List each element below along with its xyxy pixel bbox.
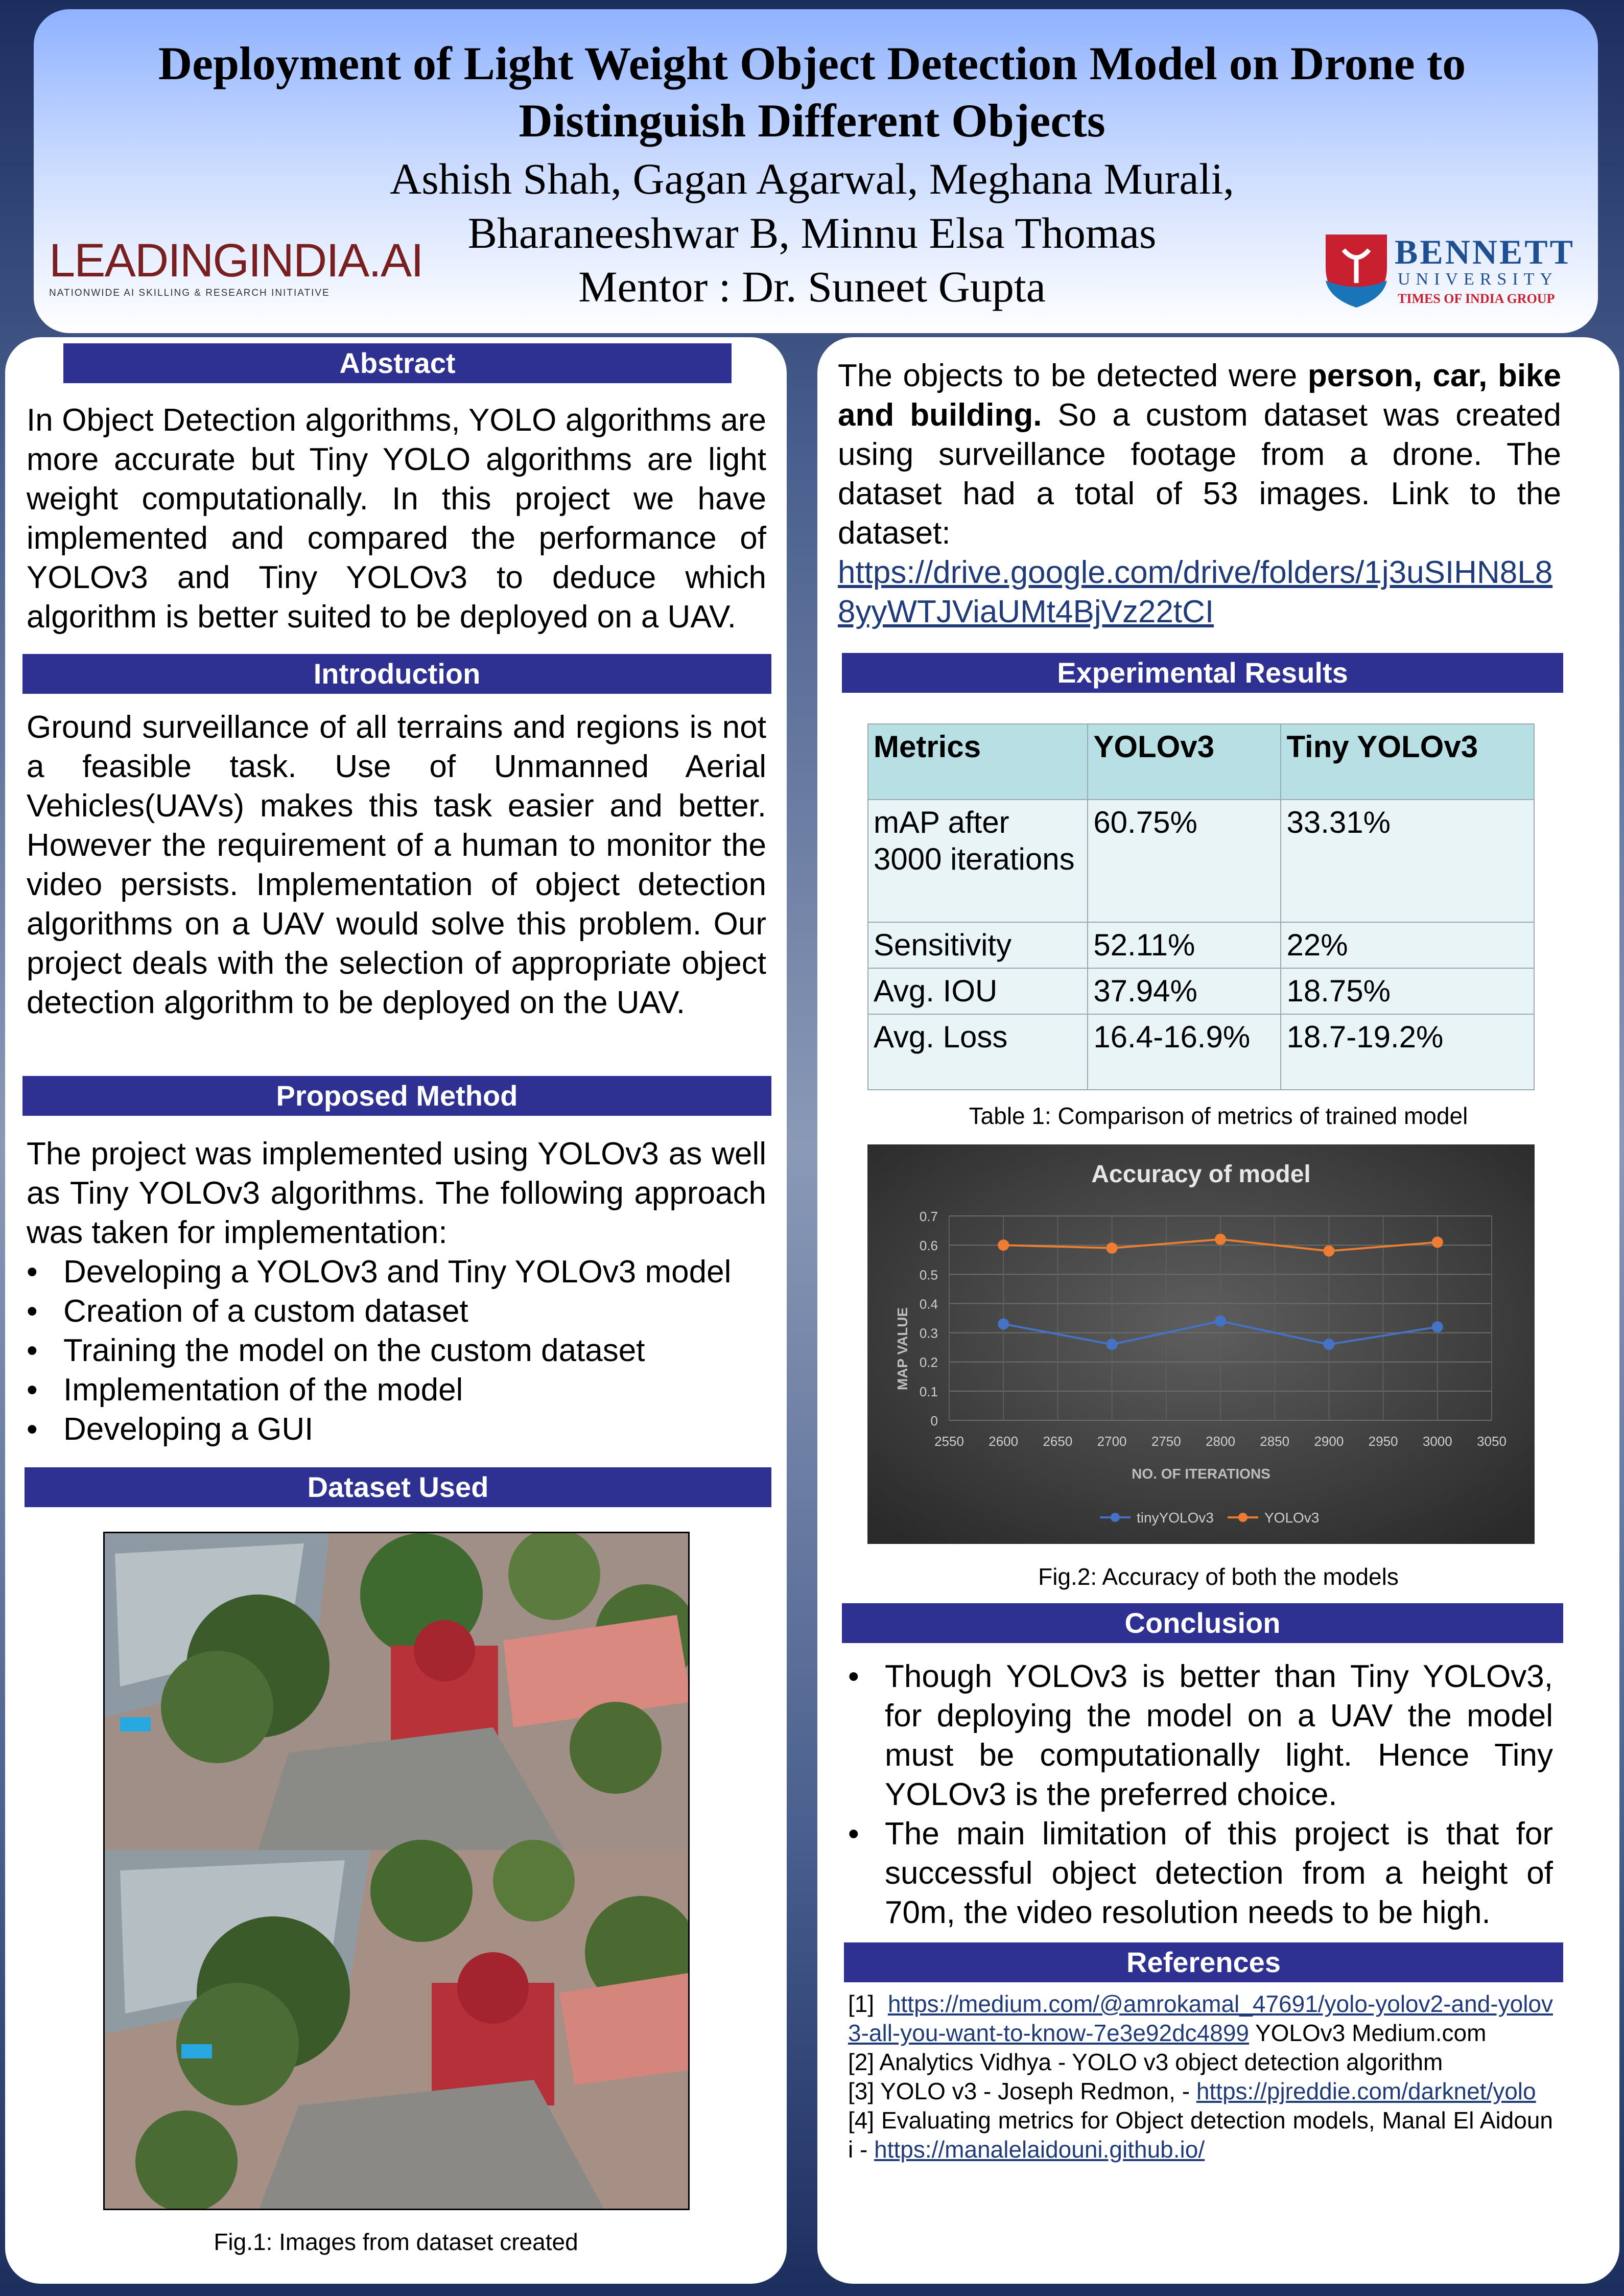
table-cell: Avg. IOU <box>868 968 1088 1014</box>
method-steps <box>27 1252 766 1449</box>
bennett-logo <box>1323 231 1584 313</box>
chart-point-tinyYOLOv3 <box>1107 1339 1118 1350</box>
abstract-heading: Abstract <box>63 343 732 383</box>
chart-y-axis-label: MAP VALUE <box>895 1307 910 1391</box>
table-row <box>868 922 1534 968</box>
chart-x-tick-label: 2700 <box>1097 1434 1127 1449</box>
chart-point-YOLOv3 <box>998 1239 1009 1251</box>
method-step: • Implementation of the model <box>27 1370 766 1410</box>
mentor-line: Mentor : Dr. Suneet Gupta <box>578 262 1046 311</box>
bennett-logo-name: BENNETT <box>1395 232 1575 271</box>
dataset-link[interactable]: https://drive.google.com/drive/folders/1j3uSIHN8L88yyWTJViaUMt4BjVz22tCI <box>838 555 1553 629</box>
conclusion-list <box>848 1657 1553 1932</box>
chart-legend-label: YOLOv3 <box>1264 1510 1320 1526</box>
chart-legend-label: tinyYOLOv3 <box>1137 1510 1214 1526</box>
table-caption: Table 1: Comparison of metrics of trained model <box>969 1103 1468 1129</box>
chart-y-tick-label: 0.1 <box>919 1384 938 1399</box>
reference-item: [2] Analytics Vidhya - YOLO v3 object detection algorithm <box>848 2049 1443 2075</box>
references-list <box>848 1989 1553 2164</box>
method-body <box>27 1134 766 1449</box>
table-cell: 52.11% <box>1088 922 1281 968</box>
introduction-text: Ground surveillance of all terrains and regions is not a feasible task. Use of Unmanned Aerial Vehicles(UAVs) makes this task easier and better. However the requirement of a human to monitor the video persists. Implementation of object detection algorithms on a UAV would solve this problem. Our project deals with the selection of appropriate object detection algorithm to be deployed on the UAV. <box>27 710 766 1020</box>
results-heading: Experimental Results <box>842 653 1563 693</box>
dataset-desc-start: The objects to be detected were <box>838 358 1308 393</box>
method-step: • Training the model on the custom dataset <box>27 1331 766 1370</box>
chart-legend-swatch-marker <box>1111 1513 1120 1522</box>
authors-line2: Bharaneeshwar B, Minnu Elsa Thomas <box>467 208 1157 257</box>
chart-y-tick-label: 0.4 <box>919 1296 938 1312</box>
method-step: • Developing a GUI <box>27 1410 766 1449</box>
method-heading: Proposed Method <box>22 1076 771 1116</box>
chart-x-tick-label: 2750 <box>1151 1434 1181 1449</box>
bennett-logo-university: UNIVERSITY <box>1398 270 1558 289</box>
bennett-crest-icon <box>1323 232 1390 309</box>
dataset-description <box>838 356 1561 631</box>
method-intro: The project was implemented using YOLOv3 as well as Tiny YOLOv3 algorithms. The following approach was taken for implementation: <box>27 1136 766 1250</box>
reference-text: [4] Evaluating metrics for Object detection models, Manal El Aidouni - <box>848 2107 1553 2163</box>
reference-item <box>848 2106 1553 2164</box>
leadingindia-logo <box>49 235 423 312</box>
authors-line1: Ashish Shah, Gagan Agarwal, Meghana Murali, <box>390 154 1234 203</box>
bennett-logo-group: TIMES OF INDIA GROUP <box>1398 291 1555 306</box>
chart-y-tick-label: 0.7 <box>919 1209 938 1224</box>
table-cell: 37.94% <box>1088 968 1281 1014</box>
chart-x-tick-label: 3050 <box>1477 1434 1507 1449</box>
chart-point-YOLOv3 <box>1432 1236 1443 1248</box>
table-row <box>868 968 1534 1014</box>
poster-title-line1: Deployment of Light Weight Object Detection Model on Drone to <box>158 37 1466 89</box>
chart-point-tinyYOLOv3 <box>998 1318 1009 1329</box>
table-cell: 18.75% <box>1281 968 1534 1014</box>
chart-x-tick-label: 2950 <box>1368 1434 1398 1449</box>
chart-x-tick-label: 2850 <box>1260 1434 1290 1449</box>
chart-y-tick-label: 0.2 <box>919 1354 938 1370</box>
conclusion-point: • Though YOLOv3 is better than Tiny YOLOv3, for deploying the model on a UAV the model must be computationally light. Hence Tiny YOLOv3 is the preferred choice. <box>848 1657 1553 1814</box>
table-row <box>868 1014 1534 1090</box>
dataset-figure-caption: Fig.1: Images from dataset created <box>214 2229 578 2255</box>
chart-title: Accuracy of model <box>1091 1161 1311 1188</box>
leadingindia-logo-text: LEADINGINDIA.AI <box>49 235 423 287</box>
chart-point-tinyYOLOv3 <box>1215 1316 1226 1327</box>
table-header-cell: Tiny YOLOv3 <box>1281 724 1534 800</box>
reference-number: [1] <box>848 1990 888 2017</box>
poster-title-line2: Distinguish Different Objects <box>519 95 1105 147</box>
metrics-table-wrapper <box>867 723 1535 1087</box>
chart-x-tick-label: 2600 <box>988 1434 1019 1449</box>
table-header-cell: Metrics <box>868 724 1088 800</box>
chart-x-tick-label: 2650 <box>1043 1434 1073 1449</box>
accuracy-chart-svg <box>867 1144 1535 1544</box>
chart-point-tinyYOLOv3 <box>1323 1339 1334 1350</box>
chart-x-tick-label: 2900 <box>1314 1434 1344 1449</box>
conclusion-body <box>848 1657 1553 1932</box>
chart-caption: Fig.2: Accuracy of both the models <box>1038 1563 1399 1590</box>
reference-text: YOLOv3 Medium.com <box>1249 2020 1487 2046</box>
chart-x-tick-label: 3000 <box>1422 1434 1452 1449</box>
metrics-table <box>867 723 1535 1090</box>
table-header-cell: YOLOv3 <box>1088 724 1281 800</box>
chart-y-tick-label: 0 <box>930 1413 938 1428</box>
chart-point-tinyYOLOv3 <box>1432 1321 1443 1332</box>
table-cell: Sensitivity <box>868 922 1088 968</box>
accuracy-chart <box>867 1144 1535 1544</box>
method-step: • Developing a YOLOv3 and Tiny YOLOv3 model <box>27 1252 766 1292</box>
table-cell: mAP after 3000 iterations <box>868 800 1088 922</box>
table-row <box>868 800 1534 922</box>
chart-x-tick-label: 2800 <box>1206 1434 1235 1449</box>
leadingindia-logo-subtitle: NATIONWIDE AI SKILLING & RESEARCH INITIATIVE <box>49 288 330 298</box>
reference-link[interactable]: https://medium.com/@amrokamal_47691/yolo-yolov2-and-yolov3-all-you-want-to-know-7e3e92dc4899 <box>848 1990 1553 2046</box>
chart-point-YOLOv3 <box>1323 1246 1334 1257</box>
conclusion-point: • The main limitation of this project is that for successful object detection from a height of 70m, the video resolution needs to be high. <box>848 1814 1553 1932</box>
chart-y-tick-label: 0.3 <box>919 1325 938 1341</box>
conclusion-heading: Conclusion <box>842 1603 1563 1643</box>
table-cell: Avg. Loss <box>868 1014 1088 1090</box>
dataset-desc-end: So a custom dataset was created using surveillance footage from a drone. The dataset had a total of 53 images. Link to the dataset: <box>838 397 1562 551</box>
chart-legend-swatch-marker <box>1238 1513 1248 1522</box>
dataset-object-classes: person, car, bike and building. <box>838 358 1562 433</box>
table-cell: 22% <box>1281 922 1534 968</box>
table-cell: 16.4-16.9% <box>1088 1014 1281 1090</box>
chart-y-tick-label: 0.6 <box>919 1238 938 1254</box>
aerial-drone-photo <box>105 1533 690 2210</box>
dataset-image <box>103 1532 690 2210</box>
reference-item <box>848 1989 1553 2048</box>
chart-x-axis-label: NO. OF ITERATIONS <box>1132 1466 1270 1482</box>
team-number: Team No. - 39 <box>1451 2253 1604 2282</box>
reference-link[interactable]: https://manalelaidouni.github.io/ <box>874 2136 1205 2163</box>
chart-y-tick-label: 0.5 <box>919 1267 938 1283</box>
chart-point-YOLOv3 <box>1107 1243 1118 1254</box>
chart-background <box>867 1144 1535 1544</box>
references-heading: References <box>844 1942 1563 1982</box>
dataset-description-text <box>838 356 1561 553</box>
table-cell: 60.75% <box>1088 800 1281 922</box>
introduction-heading: Introduction <box>22 654 771 694</box>
chart-point-YOLOv3 <box>1215 1234 1226 1245</box>
dataset-heading: Dataset Used <box>25 1467 771 1507</box>
chart-x-tick-label: 2550 <box>934 1434 964 1449</box>
reference-link[interactable]: https://pjreddie.com/darknet/yolo <box>1196 2078 1536 2104</box>
reference-item <box>848 2077 1553 2106</box>
table-cell: 18.7-19.2% <box>1281 1014 1534 1090</box>
metrics-table-header <box>868 724 1534 800</box>
abstract-text: In Object Detection algorithms, YOLO algorithms are more accurate but Tiny YOLO algorithms are light weight computationally. In this project we have implemented and compared the performance of YOLOv3 and Tiny YOLOv3 to deduce which algorithm is better suited to be deployed on a UAV. <box>27 403 766 635</box>
method-step: • Creation of a custom dataset <box>27 1292 766 1331</box>
table-cell: 33.31% <box>1281 800 1534 922</box>
reference-text: [3] YOLO v3 - Joseph Redmon, - <box>848 2078 1196 2104</box>
